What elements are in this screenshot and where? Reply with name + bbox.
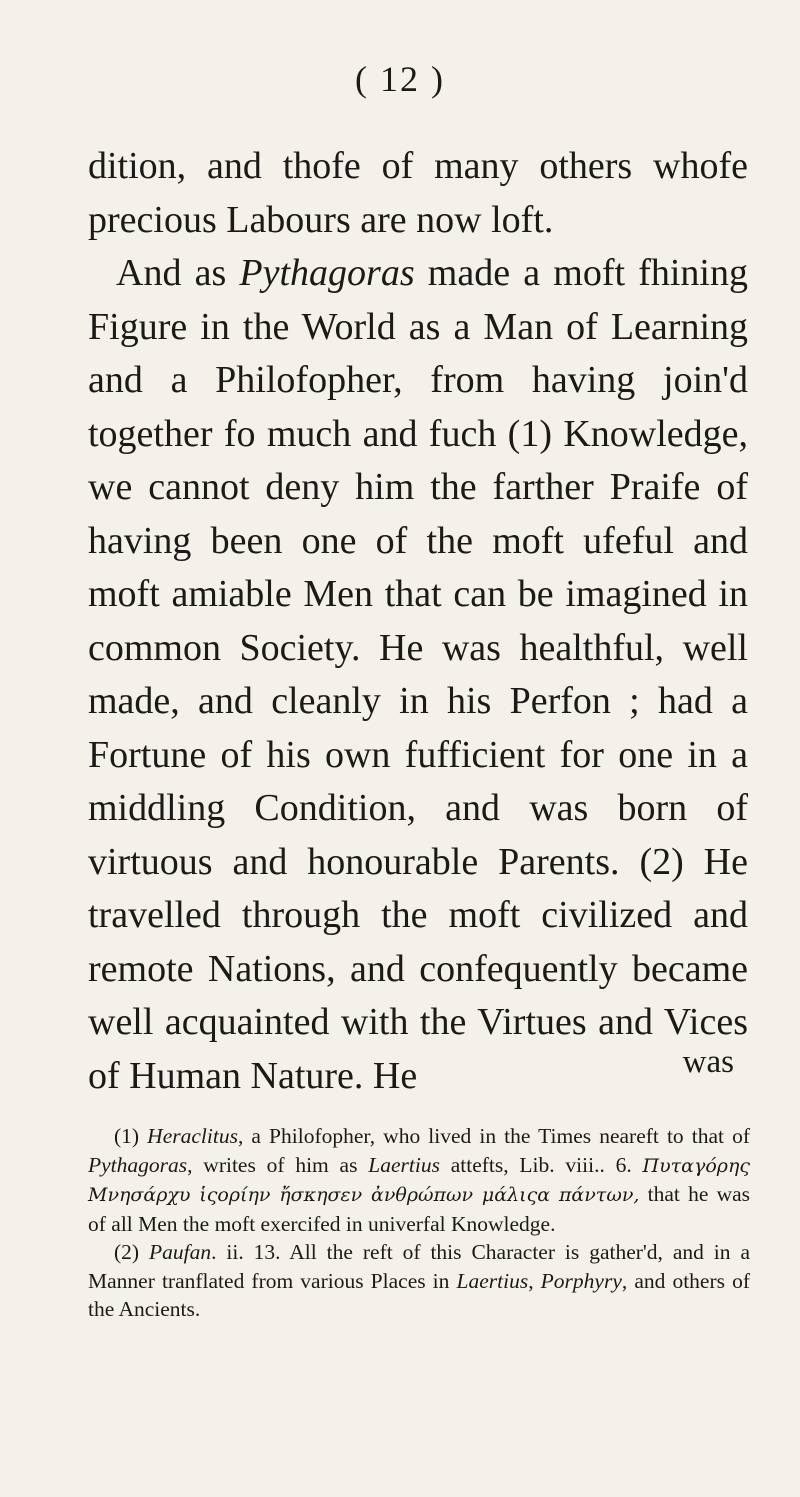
footnote-1-marker: (1) <box>114 1124 148 1148</box>
footnote-2-text-c: , and others of the Ancients. <box>88 1268 750 1321</box>
paragraph-2 <box>88 247 748 1103</box>
main-text <box>88 140 748 1103</box>
footnote-1 <box>88 1122 750 1238</box>
name-porphyry: Porphyry <box>540 1268 622 1293</box>
footnote-1-text-a: , a Philofopher, who lived in the Times neareft to that of <box>237 1124 751 1148</box>
footnote-2 <box>88 1238 750 1324</box>
name-laertius-fn2: Laertius <box>456 1268 529 1293</box>
catchword: was <box>682 1044 734 1080</box>
name-pythagoras-fn: Pythagoras <box>88 1152 188 1177</box>
citation-pausan: Paufan <box>149 1240 212 1264</box>
name-pythagoras: Pythagoras <box>239 252 415 294</box>
footnote-2-text-a: . ii. 13. All the reft of this Character is gather'd, and in a Manner tranflated from various Places in <box>88 1240 750 1293</box>
page-number-header: ( 12 ) <box>355 59 445 99</box>
name-laertius: Laertius <box>368 1152 440 1177</box>
greek-quotation: Πυταγόρης Μνησάρχυ ἱςορίην ἤσκησεν ἀνθρώπων μάλιςα πάντων, <box>88 1154 750 1206</box>
paragraph-1: dition, and thofe of many others whofe precious Labours are now loft. <box>88 145 748 241</box>
footnotes <box>88 1122 750 1324</box>
paragraph-2-lead: And as <box>116 252 240 294</box>
footnote-1-text-d: that he was of all Men the moft exercifed in univerfal Knowledge. <box>88 1182 751 1236</box>
footnote-2-marker: (2) <box>114 1240 149 1264</box>
paragraph-2-text: made a moft fhining Figure in the World as a Man of Learning and a Philofopher, from having join'd together fo much and fuch (1) Knowledge, we cannot deny him the farther Praife of having been one of the moft ufeful and moft amiable Men that can be imagined in common Society. He was healthful, well made, and cleanly in his Perfon ; had a Fortune of his own fufficient for one in a middling Condition, and was born of virtuous and honourable Parents. (2) He travelled through the moft civilized and remote Nations, and confequently became well acquainted with the Virtues and Vices of Human Nature. He <box>88 252 748 1097</box>
name-heraclitus: Heraclitus <box>147 1124 238 1148</box>
footnote-1-text-b: , writes of him as <box>187 1152 369 1177</box>
footnote-2-text-b: , <box>528 1268 541 1293</box>
footnote-1-text-c: attefts, Lib. viii.. 6. <box>439 1152 643 1177</box>
